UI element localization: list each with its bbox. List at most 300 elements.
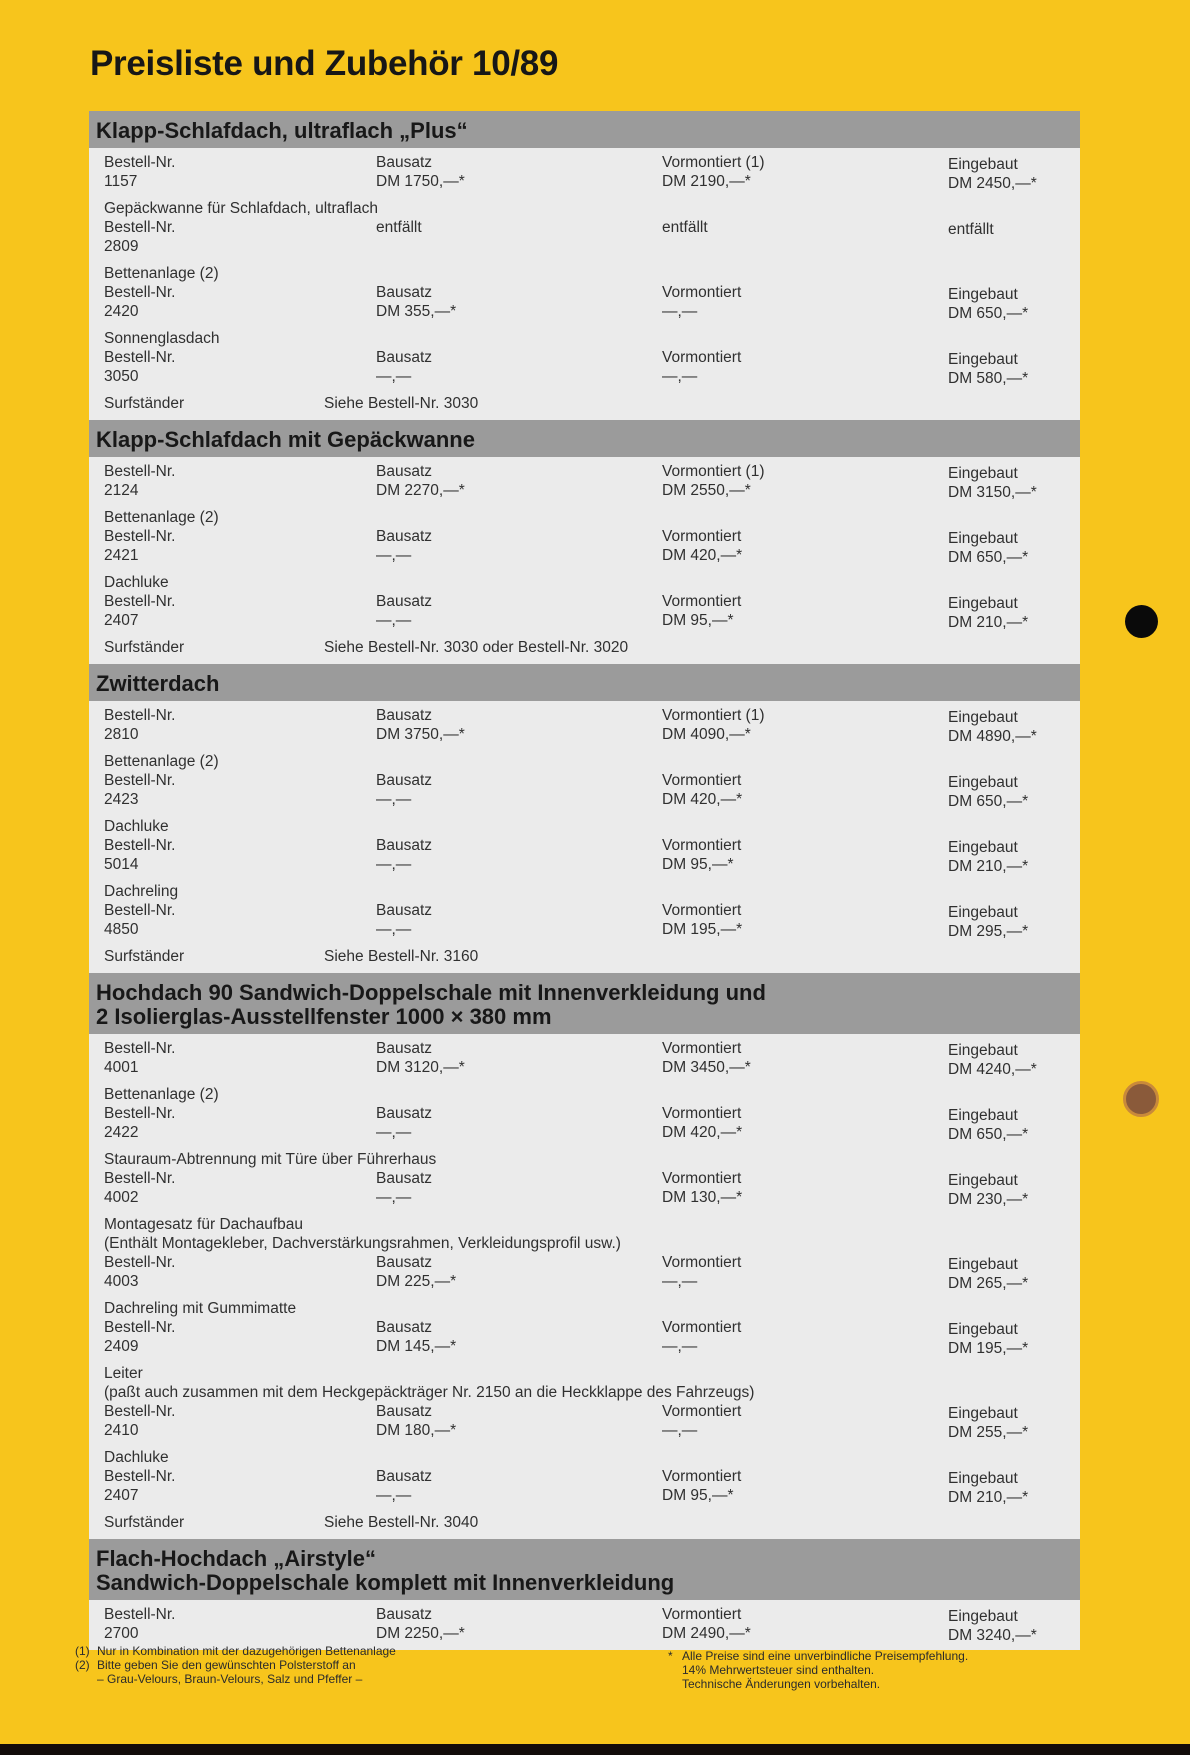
bottom-edge xyxy=(0,1744,1190,1755)
premounted-price-cell xyxy=(662,348,948,386)
price-item xyxy=(89,1085,1080,1142)
footnote xyxy=(75,1658,396,1686)
cell-value: DM 3450,—* xyxy=(662,1059,751,1076)
price-row xyxy=(89,706,1080,744)
section-title-line: 2 Isolierglas-Ausstellfenster 1000 × 380 mm xyxy=(96,1004,552,1029)
cell-value: 2410 xyxy=(104,1422,139,1439)
cell-value: DM 420,—* xyxy=(662,791,743,808)
kit-price-cell xyxy=(376,836,662,874)
cell-label: Bausatz xyxy=(376,1254,433,1271)
cell-value xyxy=(948,239,1078,258)
order-number-cell xyxy=(89,153,376,191)
premounted-price-cell xyxy=(662,527,948,565)
item-description: Leiter xyxy=(104,1365,143,1382)
kit-price-cell xyxy=(376,283,662,321)
cell-value: DM 650,—* xyxy=(948,549,1029,566)
cell-label: Vormontiert xyxy=(662,1105,742,1122)
cell-label: Vormontiert xyxy=(662,902,742,919)
section-body xyxy=(89,1034,1080,1539)
surf-stand-label: Surfständer xyxy=(104,1514,185,1531)
cell-value: —,— xyxy=(376,368,412,385)
cell-value: —,— xyxy=(662,1273,698,1290)
cell-value: 4003 xyxy=(104,1273,139,1290)
cell-label: Eingebaut xyxy=(948,774,1018,791)
cell-value: DM 2490,—* xyxy=(662,1625,751,1642)
price-row xyxy=(89,1104,1080,1142)
cell-label: Bausatz xyxy=(376,349,433,366)
premounted-price-cell xyxy=(662,283,948,321)
surf-stand-reference: Siehe Bestell-Nr. 3030 xyxy=(324,395,479,412)
cell-value: —,— xyxy=(662,368,698,385)
price-row xyxy=(89,283,1080,321)
surf-stand-reference: Siehe Bestell-Nr. 3030 oder Bestell-Nr. 3020 xyxy=(324,639,629,656)
cell-value: —,— xyxy=(376,1189,412,1206)
premounted-price-cell xyxy=(662,1467,948,1505)
kit-price-cell xyxy=(376,1402,662,1440)
price-row xyxy=(89,1253,1080,1291)
section xyxy=(89,420,1080,664)
installed-price-cell xyxy=(948,901,1078,939)
surf-stand-row xyxy=(89,947,1080,966)
cell-label: Eingebaut xyxy=(948,709,1018,726)
cell-value: DM 230,—* xyxy=(948,1191,1029,1208)
premounted-price-cell xyxy=(662,771,948,809)
price-item xyxy=(89,1605,1080,1643)
premounted-price-cell xyxy=(662,901,948,939)
cell-label: Eingebaut xyxy=(948,1321,1018,1338)
cell-value: DM 3750,—* xyxy=(376,726,465,743)
punch-hole xyxy=(1125,605,1158,638)
item-description: Dachluke xyxy=(104,1449,169,1466)
cell-label: Bausatz xyxy=(376,593,433,610)
cell-value: 4001 xyxy=(104,1059,139,1076)
section-body xyxy=(89,1600,1080,1650)
page-title: Preisliste und Zubehör 10/89 xyxy=(90,44,559,83)
cell-label: Eingebaut xyxy=(948,465,1018,482)
cell-label: Bausatz xyxy=(376,837,433,854)
price-item xyxy=(89,462,1080,500)
cell-value: DM 195,—* xyxy=(662,921,743,938)
kit-price-cell xyxy=(376,1467,662,1505)
cell-label: Vormontiert (1) xyxy=(662,463,765,480)
installed-price-cell xyxy=(948,283,1078,321)
price-item xyxy=(89,199,1080,256)
footnote-text: Bitte geben Sie den gewünschten Polsterstoff an – Grau-Velours, Braun-Velours, Salz und Pfeffer – xyxy=(97,1658,363,1686)
cell-label: Bestell-Nr. xyxy=(104,902,176,919)
cell-label: Eingebaut xyxy=(948,1470,1018,1487)
kit-price-cell xyxy=(376,1605,662,1643)
kit-price-cell xyxy=(376,348,662,386)
cell-value: DM 195,—* xyxy=(948,1340,1029,1357)
cell-value: 3050 xyxy=(104,368,139,385)
order-number-cell xyxy=(89,1169,376,1207)
price-row xyxy=(89,1402,1080,1440)
cell-label: Bestell-Nr. xyxy=(104,349,176,366)
price-row xyxy=(89,592,1080,630)
cell-value: 2407 xyxy=(104,1487,139,1504)
cell-label: Bausatz xyxy=(376,772,433,789)
order-number-cell xyxy=(89,1253,376,1291)
cell-value: 4850 xyxy=(104,921,139,938)
premounted-price-cell xyxy=(662,1104,948,1142)
cell-value: DM 95,—* xyxy=(662,856,734,873)
cell-label: Bestell-Nr. xyxy=(104,1468,176,1485)
installed-price-cell xyxy=(948,706,1078,744)
cell-label: Eingebaut xyxy=(948,1107,1018,1124)
cell-label: Bausatz xyxy=(376,902,433,919)
cell-label: Eingebaut xyxy=(948,1405,1018,1422)
cell-label: Eingebaut xyxy=(948,839,1018,856)
order-number-cell xyxy=(89,771,376,809)
section-title-line: Sandwich-Doppelschale komplett mit Innenverkleidung xyxy=(96,1570,675,1595)
cell-label: Bausatz xyxy=(376,1170,433,1187)
item-description: Dachreling xyxy=(104,883,179,900)
installed-price-cell xyxy=(948,218,1078,256)
kit-price-cell xyxy=(376,1253,662,1291)
section-body xyxy=(89,148,1080,420)
order-number-cell xyxy=(89,1467,376,1505)
price-item xyxy=(89,508,1080,565)
cell-label: Bestell-Nr. xyxy=(104,528,176,545)
order-number-cell xyxy=(89,348,376,386)
cell-value: 2409 xyxy=(104,1338,139,1355)
cell-label: Vormontiert xyxy=(662,772,742,789)
price-row xyxy=(89,1169,1080,1207)
section xyxy=(89,111,1080,420)
cell-value: DM 265,—* xyxy=(948,1275,1029,1292)
order-number-cell xyxy=(89,462,376,500)
cell-label: Bestell-Nr. xyxy=(104,837,176,854)
cell-label: Bausatz xyxy=(376,528,433,545)
surf-stand-label: Surfständer xyxy=(104,639,185,656)
cell-value: 2422 xyxy=(104,1124,139,1141)
section-title xyxy=(89,420,1080,457)
cell-value: DM 225,—* xyxy=(376,1273,457,1290)
item-description: Bettenanlage (2) xyxy=(104,1086,219,1103)
surf-stand-label: Surfständer xyxy=(104,948,185,965)
order-number-cell xyxy=(89,1605,376,1643)
cell-label: Vormontiert xyxy=(662,349,742,366)
item-description: Bettenanlage (2) xyxy=(104,753,219,770)
premounted-price-cell xyxy=(662,1605,948,1643)
cell-value: DM 4890,—* xyxy=(948,728,1037,745)
cell-value: DM 650,—* xyxy=(948,1126,1029,1143)
footnote-text: Nur in Kombination mit der dazugehörigen Bettenanlage xyxy=(97,1644,396,1658)
order-number-cell xyxy=(89,706,376,744)
kit-price-cell xyxy=(376,218,662,256)
cell-value: DM 210,—* xyxy=(948,1489,1029,1506)
order-number-cell xyxy=(89,836,376,874)
cell-value: DM 2450,—* xyxy=(948,175,1037,192)
surf-stand-row xyxy=(89,1513,1080,1532)
price-item xyxy=(89,1364,1080,1440)
item-description: Dachluke xyxy=(104,574,169,591)
cell-value: 2810 xyxy=(104,726,139,743)
cell-value: —,— xyxy=(376,547,412,564)
order-number-cell xyxy=(89,527,376,565)
cell-label: Vormontiert xyxy=(662,837,742,854)
item-description: Sonnenglasdach xyxy=(104,330,220,347)
cell-value: —,— xyxy=(662,1422,698,1439)
cell-value: DM 420,—* xyxy=(662,547,743,564)
installed-price-cell xyxy=(948,153,1078,191)
section-title-line: Klapp-Schlafdach mit Gepäckwanne xyxy=(96,427,475,452)
item-description: Bettenanlage (2) xyxy=(104,265,219,282)
cell-label: Bestell-Nr. xyxy=(104,154,176,171)
cell-label: Vormontiert xyxy=(662,593,742,610)
price-row xyxy=(89,1318,1080,1356)
premounted-price-cell xyxy=(662,1318,948,1356)
surf-stand-label: Surfständer xyxy=(104,395,185,412)
price-item xyxy=(89,153,1080,191)
cell-value: 2407 xyxy=(104,612,139,629)
price-item xyxy=(89,706,1080,744)
cell-label: Bausatz xyxy=(376,1403,433,1420)
cell-label: Bausatz xyxy=(376,463,433,480)
cell-label: Bestell-Nr. xyxy=(104,463,176,480)
item-description: Gepäckwanne für Schlafdach, ultraflach xyxy=(104,200,378,217)
kit-price-cell xyxy=(376,706,662,744)
cell-label: entfällt xyxy=(662,219,708,236)
cell-value: DM 130,—* xyxy=(662,1189,743,1206)
installed-price-cell xyxy=(948,1169,1078,1207)
cell-label: Eingebaut xyxy=(948,1172,1018,1189)
price-item xyxy=(89,817,1080,874)
section-title xyxy=(89,1539,1080,1600)
price-notes xyxy=(668,1649,968,1691)
premounted-price-cell xyxy=(662,706,948,744)
section xyxy=(89,664,1080,973)
cell-value: DM 3240,—* xyxy=(948,1627,1037,1644)
cell-label: Bestell-Nr. xyxy=(104,772,176,789)
order-number-cell xyxy=(89,592,376,630)
cell-value: —,— xyxy=(662,1338,698,1355)
premounted-price-cell xyxy=(662,218,948,256)
cell-value: DM 210,—* xyxy=(948,614,1029,631)
cell-value: 4002 xyxy=(104,1189,139,1206)
cell-value: DM 4240,—* xyxy=(948,1061,1037,1078)
cell-value: DM 210,—* xyxy=(948,858,1029,875)
installed-price-cell xyxy=(948,592,1078,630)
cell-value: —,— xyxy=(376,1487,412,1504)
cell-value xyxy=(662,237,948,256)
item-description: Dachreling mit Gummimatte xyxy=(104,1300,297,1317)
price-row xyxy=(89,218,1080,256)
cell-value: DM 355,—* xyxy=(376,303,457,320)
cell-value: DM 2190,—* xyxy=(662,173,751,190)
cell-value: DM 255,—* xyxy=(948,1424,1029,1441)
price-row xyxy=(89,1605,1080,1643)
installed-price-cell xyxy=(948,1039,1078,1077)
item-description: Bettenanlage (2) xyxy=(104,509,219,526)
cell-label: Bausatz xyxy=(376,154,433,171)
note-line: Technische Änderungen vorbehalten. xyxy=(682,1677,881,1691)
kit-price-cell xyxy=(376,1169,662,1207)
order-number-cell xyxy=(89,1402,376,1440)
cell-label: Bestell-Nr. xyxy=(104,1105,176,1122)
cell-value xyxy=(376,237,662,256)
order-number-cell xyxy=(89,901,376,939)
premounted-price-cell xyxy=(662,592,948,630)
cell-value: DM 180,—* xyxy=(376,1422,457,1439)
section-title-line: Flach-Hochdach „Airstyle“ xyxy=(96,1546,376,1571)
section-body xyxy=(89,457,1080,664)
installed-price-cell xyxy=(948,1104,1078,1142)
cell-label: Eingebaut xyxy=(948,1042,1018,1059)
kit-price-cell xyxy=(376,1318,662,1356)
cell-value: —,— xyxy=(376,791,412,808)
cell-value: DM 3120,—* xyxy=(376,1059,465,1076)
cell-label: Bestell-Nr. xyxy=(104,1170,176,1187)
price-item xyxy=(89,1299,1080,1356)
cell-value: 1157 xyxy=(104,173,138,190)
order-number-cell xyxy=(89,283,376,321)
cell-label: Bestell-Nr. xyxy=(104,593,176,610)
cell-label: Bausatz xyxy=(376,1606,433,1623)
item-description: (paßt auch zusammen mit dem Heckgepäckträger Nr. 2150 an die Heckklappe des Fahrzeugs) xyxy=(104,1384,755,1401)
cell-label: Vormontiert xyxy=(662,1606,742,1623)
cell-value: 2809 xyxy=(104,238,139,255)
kit-price-cell xyxy=(376,153,662,191)
punch-hole xyxy=(1123,1081,1159,1117)
premounted-price-cell xyxy=(662,1402,948,1440)
cell-value: DM 2270,—* xyxy=(376,482,465,499)
cell-value: 2700 xyxy=(104,1625,139,1642)
cell-label: Vormontiert xyxy=(662,528,742,545)
cell-value: —,— xyxy=(376,921,412,938)
premounted-price-cell xyxy=(662,1253,948,1291)
cell-value: DM 2250,—* xyxy=(376,1625,465,1642)
cell-value: 2124 xyxy=(104,482,139,499)
price-row xyxy=(89,836,1080,874)
surf-stand-row xyxy=(89,638,1080,657)
section-title-line: Hochdach 90 Sandwich-Doppelschale mit Innenverkleidung und xyxy=(96,980,766,1005)
cell-label: Vormontiert xyxy=(662,1040,742,1057)
cell-label: Bestell-Nr. xyxy=(104,1319,176,1336)
cell-label: Vormontiert xyxy=(662,1468,742,1485)
footnote xyxy=(75,1644,396,1658)
cell-value: DM 1750,—* xyxy=(376,173,465,190)
cell-label: Bestell-Nr. xyxy=(104,707,176,724)
installed-price-cell xyxy=(948,527,1078,565)
footnote-number: (1) xyxy=(75,1644,90,1658)
price-row xyxy=(89,901,1080,939)
cell-value: DM 95,—* xyxy=(662,612,734,629)
cell-label: Vormontiert xyxy=(662,1403,742,1420)
note-line: 14% Mehrwertsteuer sind enthalten. xyxy=(682,1663,875,1677)
section-title xyxy=(89,111,1080,148)
cell-label: Vormontiert xyxy=(662,1254,742,1271)
price-row xyxy=(89,348,1080,386)
cell-label: entfällt xyxy=(948,221,994,238)
section xyxy=(89,1539,1080,1650)
installed-price-cell xyxy=(948,1318,1078,1356)
price-row xyxy=(89,153,1080,191)
kit-price-cell xyxy=(376,592,662,630)
notes-asterisk: * xyxy=(668,1649,673,1663)
kit-price-cell xyxy=(376,1104,662,1142)
price-row xyxy=(89,462,1080,500)
section-title-line: Klapp-Schlafdach, ultraflach „Plus“ xyxy=(96,118,468,143)
section-body xyxy=(89,701,1080,973)
cell-label: Eingebaut xyxy=(948,595,1018,612)
price-row xyxy=(89,1039,1080,1077)
cell-label: Bestell-Nr. xyxy=(104,1606,176,1623)
order-number-cell xyxy=(89,218,376,256)
section-title-line: Zwitterdach xyxy=(96,671,220,696)
price-item xyxy=(89,573,1080,630)
order-number-cell xyxy=(89,1104,376,1142)
cell-value: DM 4090,—* xyxy=(662,726,751,743)
kit-price-cell xyxy=(376,527,662,565)
cell-value: 2421 xyxy=(104,547,139,564)
cell-value: —,— xyxy=(662,303,698,320)
cell-label: Bestell-Nr. xyxy=(104,1403,176,1420)
cell-label: Eingebaut xyxy=(948,156,1018,173)
cell-label: Eingebaut xyxy=(948,1608,1018,1625)
section-title xyxy=(89,664,1080,701)
installed-price-cell xyxy=(948,771,1078,809)
cell-label: Bausatz xyxy=(376,1105,433,1122)
cell-label: Bausatz xyxy=(376,707,433,724)
cell-label: Bestell-Nr. xyxy=(104,1254,176,1271)
price-row xyxy=(89,1467,1080,1505)
price-item xyxy=(89,1215,1080,1291)
cell-value: —,— xyxy=(376,1124,412,1141)
section xyxy=(89,973,1080,1539)
item-description: Stauraum-Abtrennung mit Türe über Führerhaus xyxy=(104,1151,437,1168)
premounted-price-cell xyxy=(662,153,948,191)
cell-value: DM 580,—* xyxy=(948,370,1029,387)
cell-value: DM 145,—* xyxy=(376,1338,457,1355)
cell-label: Eingebaut xyxy=(948,351,1018,368)
cell-label: Vormontiert xyxy=(662,1170,742,1187)
order-number-cell xyxy=(89,1039,376,1077)
item-description: Dachluke xyxy=(104,818,169,835)
cell-value: —,— xyxy=(376,612,412,629)
cell-value: DM 420,—* xyxy=(662,1124,743,1141)
kit-price-cell xyxy=(376,1039,662,1077)
installed-price-cell xyxy=(948,836,1078,874)
price-list-sheet xyxy=(89,111,1080,1650)
section-title xyxy=(89,973,1080,1034)
price-row xyxy=(89,527,1080,565)
price-item xyxy=(89,1150,1080,1207)
cell-label: Bausatz xyxy=(376,284,433,301)
price-item xyxy=(89,329,1080,386)
surf-stand-row xyxy=(89,394,1080,413)
cell-label: Eingebaut xyxy=(948,1256,1018,1273)
price-item xyxy=(89,1039,1080,1077)
order-number-cell xyxy=(89,1318,376,1356)
premounted-price-cell xyxy=(662,462,948,500)
item-description: (Enthält Montagekleber, Dachverstärkungsrahmen, Verkleidungsprofil usw.) xyxy=(104,1235,621,1252)
cell-label: Eingebaut xyxy=(948,286,1018,303)
price-item xyxy=(89,1448,1080,1505)
cell-label: Bestell-Nr. xyxy=(104,219,176,236)
premounted-price-cell xyxy=(662,1169,948,1207)
cell-value: 2420 xyxy=(104,303,139,320)
cell-value: DM 2550,—* xyxy=(662,482,751,499)
cell-value: DM 95,—* xyxy=(662,1487,734,1504)
surf-stand-reference: Siehe Bestell-Nr. 3160 xyxy=(324,948,479,965)
cell-label: Bausatz xyxy=(376,1040,433,1057)
kit-price-cell xyxy=(376,901,662,939)
cell-label: Vormontiert (1) xyxy=(662,707,765,724)
cell-value: —,— xyxy=(376,856,412,873)
premounted-price-cell xyxy=(662,1039,948,1077)
installed-price-cell xyxy=(948,1253,1078,1291)
